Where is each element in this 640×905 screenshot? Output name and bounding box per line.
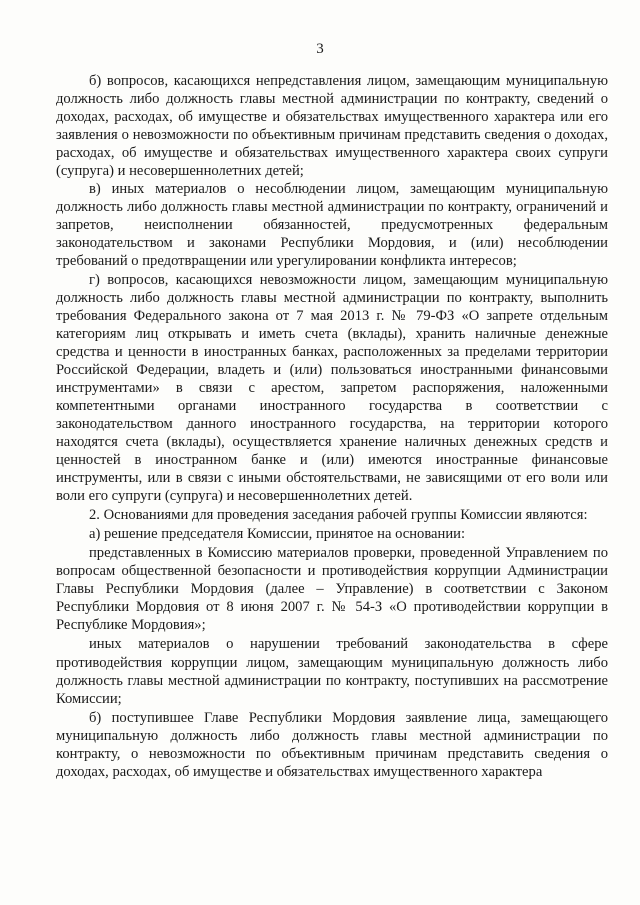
document-body [56,72,608,781]
paragraph-2-grounds: 2. Основаниями для проведения заседания рабочей группы Комиссии являются: [89,507,588,524]
paragraph-g-foreign-accounts: г) вопросов, касающихся невозможности лицом, замещающим муниципальную должность либо должность главы местной администрации по контракту, выполнить требования Федерального закона от 7 мая 2013 г. № 79-ФЗ «О запрете отдельным категориям лиц открывать и иметь счета (вклады), хранить наличные денежные средства и ценности в иностранных банках, расположенных за пределами территории Российской Федерации, владеть и (или) пользоваться иностранными финансовыми инструментами» в связи с арестом, запретом распоряжения, наложенными компетентными органами иностранного государства в соответствии с законодательством данного иностранного государства, на территории которого находятся счета (вклады), осуществляется хранение наличных денежных средств и ценностей в иностранном банке и (или) имеются иностранные финансовые инструменты, или в связи с иными обстоятельствами, не зависящими от его воли или воли его супруги (супруга) и несовершеннолетних детей. [56,271,608,505]
paragraph-b-nondisclosure: б) вопросов, касающихся непредставления лицом, замещающим муниципальную должность либо должность главы местной администрации по контракту, сведений о доходах, расходах, об имуществе и обязательствах имущественного характера или его заявления о невозможности по объективным причинам представить сведения о доходах, расходах, об имуществе и обязательствах имущественного характера своих супруги (супруга) и несовершеннолетних детей; [56,73,608,180]
paragraph-inspection-materials: представленных в Комиссию материалов проверки, проведенной Управлением по вопросам общественной безопасности и противодействия коррупции Администрации Главы Республики Мордовия (далее – Управление) в соответствии с Законом Республики Мордовия от 8 июня 2007 г. № 54-З «О противодействии коррупции в Республике Мордовия»; [56,545,608,634]
paragraph-a-chairman-decision: а) решение председателя Комиссии, принятое на основании: [89,526,466,543]
paragraph-v-other-materials: в) иных материалов о несоблюдении лицом, замещающим муниципальную должность либо должность главы местной администрации по контракту, ограничений и запретов, неисполнении обязанностей, предусмотренных федеральным законодательством и законами Республики Мордовия, и (или) несоблюдении требований о предотвращении или урегулировании конфликта интересов; [56,181,608,270]
page-number: 3 [316,41,324,57]
paragraph-other-violations: иных материалов о нарушении требований законодательства в сфере противодействия коррупции лицом, замещающим муниципальную должность либо должность главы местной администрации по контракту, поступивших на рассмотрение Комиссии; [56,636,608,707]
paragraph-b-application: б) поступившее Главе Республики Мордовия заявление лица, замещающего муниципальную должность либо должность главы местной администрации по контракту, о невозможности по объективным причинам представить сведения о доходах, расходах, об имуществе и обязательствах имущественного характера [56,709,608,780]
